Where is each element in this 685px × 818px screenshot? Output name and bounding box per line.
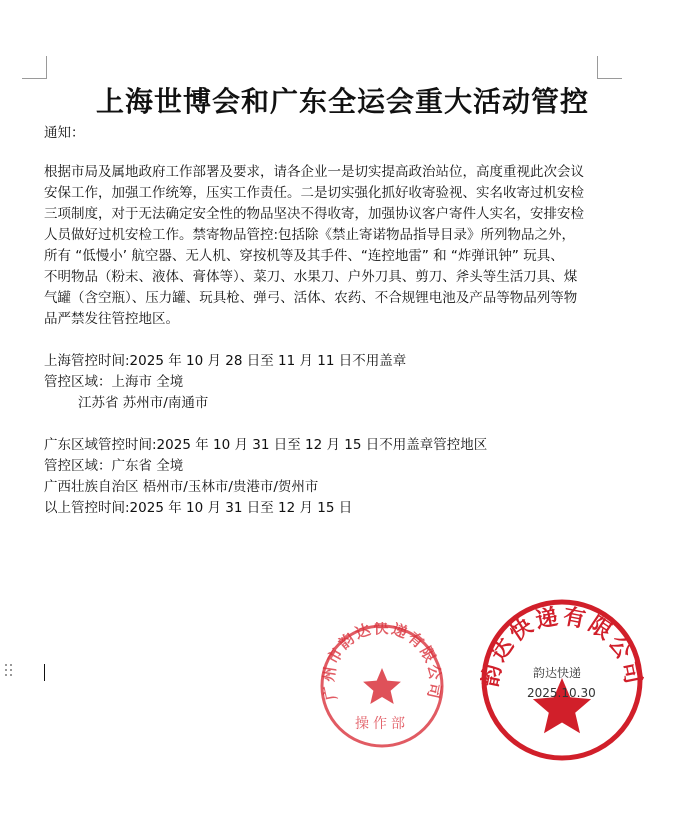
body-line: 三项制度，对于无法确定安全性的物品坚决不得收寄，加强协议客户寄件人实名，安排安检 — [44, 206, 584, 222]
body-line: 品严禁发往管控地区。 — [44, 311, 179, 327]
body-line: 根据市局及属地政府工作部署及要求，请各企业一是切实提高政治站位，高度重视此次会议 — [44, 164, 584, 180]
seal-graphic — [318, 622, 446, 750]
body-line: 气罐（含空瓶）、压力罐、玩具枪、弹弓、活体、农药、不合规锂电池及产品等物品列等物 — [44, 290, 578, 306]
body-line: 人员做好过机安检工作。禁寄物品管控:包括除《禁止寄诺物品指导目录》所列物品之外， — [44, 227, 576, 243]
company-seal-yunda — [480, 596, 644, 764]
seal-overlay-name: 韵达快递 — [533, 666, 582, 680]
control-time-summary: 以上管控时间:2025 年 10 月 31 日至 12 月 15 日 — [44, 500, 353, 516]
seal-ring-text: 韵达快递有限公司 — [480, 604, 644, 689]
body-line: 所有 “低慢小’ 航空器、无人机、穿按机等及其手件、“连控地雷” 和 “炸弹讯钟” 玩具、 — [44, 248, 564, 264]
guangdong-control-area: 管控区域：广东省 全境 — [44, 458, 184, 474]
body-line: 安保工作，加强工作统筹，压实工作责任。二是切实强化抓好收寄验视、实名收寄过机安检 — [44, 185, 584, 201]
drag-handle-icon[interactable] — [4, 663, 14, 677]
seal-bottom-text: 操作部 — [355, 716, 409, 732]
guangdong-extra-area: 广西壮族自治区 梧州市/玉林市/贵港市/贺州市 — [44, 479, 319, 495]
document-title: 上海世博会和广东全运会重大活动管控 — [95, 85, 589, 118]
star-icon — [363, 668, 401, 704]
guangdong-control-time: 广东区域管控时间:2025 年 10 月 31 日至 12 月 15 日不用盖章管控地区 — [44, 437, 488, 453]
company-seal-operations — [318, 622, 446, 750]
shanghai-extra-area: 江苏省 苏州市/南通市 — [78, 395, 209, 411]
crop-mark-top-left — [22, 56, 47, 79]
body-paragraph — [44, 162, 604, 330]
shanghai-control-area: 管控区域：上海市 全境 — [44, 374, 184, 390]
shanghai-control-time: 上海管控时间:2025 年 10 月 28 日至 11 月 11 日不用盖章 — [44, 353, 407, 369]
seal-ring-text: 广州市韵达快递有限公司 — [319, 622, 445, 702]
body-line: 不明物品（粉末、液体、膏体等）、菜刀、水果刀、户外刀具、剪刀、斧头等生活刀具、煤 — [44, 269, 578, 285]
text-cursor — [44, 664, 45, 681]
salutation: 通知： — [44, 125, 85, 141]
seal-overlay-date: 2025.10.30 — [527, 686, 596, 700]
crop-mark-top-right — [597, 56, 622, 79]
